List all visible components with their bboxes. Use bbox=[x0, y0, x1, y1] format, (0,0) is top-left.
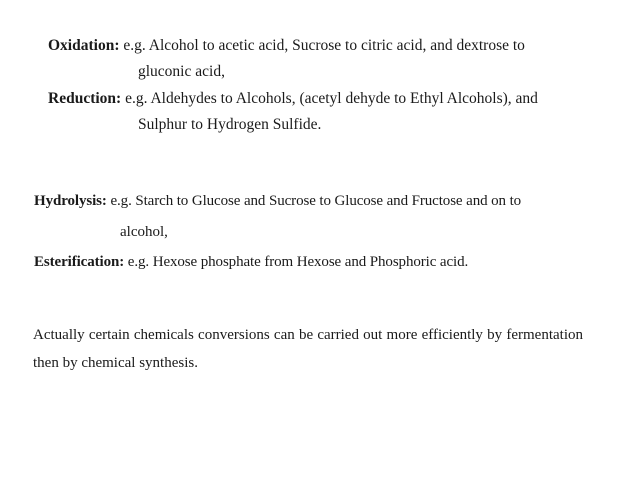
reduction-text-line1: e.g. Aldehydes to Alcohols, (acetyl dehyde to Ethyl Alcohols), and bbox=[121, 90, 538, 107]
hydrolysis-entry bbox=[34, 193, 521, 210]
conclusion-paragraph: Actually certain chemicals conversions can be carried out more efficiently by fermentation then by chemical synthesis. bbox=[33, 327, 583, 371]
oxidation-text-line1: e.g. Alcohol to acetic acid, Sucrose to citric acid, and dextrose to bbox=[119, 37, 525, 54]
esterification-term: Esterification: bbox=[34, 254, 125, 270]
esterification-text-line1: e.g. Hexose phosphate from Hexose and Phosphoric acid. bbox=[124, 254, 469, 270]
reduction-text-line2: Sulphur to Hydrogen Sulfide. bbox=[138, 116, 322, 133]
hydrolysis-text-line1: e.g. Starch to Glucose and Sucrose to Glucose and Fructose and on to bbox=[106, 193, 522, 209]
reduction-term: Reduction: bbox=[48, 90, 122, 107]
oxidation-entry bbox=[48, 37, 525, 55]
oxidation-term: Oxidation: bbox=[48, 37, 120, 54]
hydrolysis-text-line2: alcohol, bbox=[120, 224, 168, 240]
hydrolysis-term: Hydrolysis: bbox=[34, 193, 107, 209]
oxidation-text-line2: gluconic acid, bbox=[138, 63, 225, 80]
reduction-entry bbox=[48, 90, 538, 108]
esterification-entry bbox=[34, 254, 468, 271]
